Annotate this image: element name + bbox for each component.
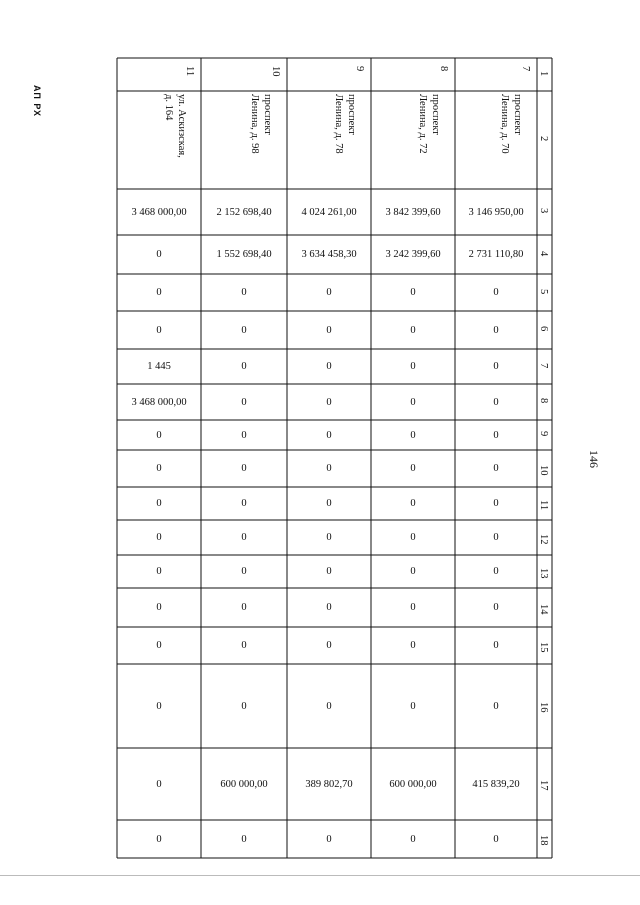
table-cell: 0 bbox=[241, 324, 247, 336]
column-number: 16 bbox=[538, 702, 549, 713]
table-cell: 0 bbox=[156, 566, 162, 577]
table-cell: 0 bbox=[410, 429, 416, 441]
table-cell: 0 bbox=[156, 640, 162, 651]
table-cell: 0 bbox=[493, 602, 499, 613]
row-number: 10 bbox=[270, 66, 281, 77]
table-cell: 0 bbox=[156, 287, 162, 298]
table-cell: 0 bbox=[156, 463, 162, 474]
column-number: 14 bbox=[538, 603, 549, 614]
table-cell: 0 bbox=[410, 463, 416, 474]
row-address-line: Ленина, д. 72 bbox=[417, 94, 428, 154]
table-cell: 3 468 000,00 bbox=[131, 206, 187, 218]
table-cell: 0 bbox=[493, 566, 499, 577]
row-address-line: проспект bbox=[346, 94, 357, 135]
table-cell: 0 bbox=[156, 498, 162, 509]
column-number: 17 bbox=[538, 780, 549, 791]
table-cell: 0 bbox=[156, 532, 162, 543]
page-bottom-rule bbox=[0, 875, 640, 876]
table-cell: 0 bbox=[156, 324, 162, 336]
table-cell: 0 bbox=[326, 602, 332, 613]
row-number: 11 bbox=[184, 66, 195, 77]
table-cell: 0 bbox=[241, 429, 247, 441]
table-cell: 0 bbox=[326, 532, 332, 543]
column-number: 4 bbox=[538, 250, 549, 256]
table-cell: 3 634 458,30 bbox=[301, 249, 357, 260]
table-cell: 0 bbox=[493, 429, 499, 441]
column-number: 3 bbox=[538, 208, 549, 214]
table-cell: 0 bbox=[326, 324, 332, 336]
table-cell: 0 bbox=[410, 287, 416, 298]
row-address-line: Ленина, д. 78 bbox=[333, 94, 344, 154]
table-cell: 0 bbox=[241, 833, 247, 845]
table-cell: 0 bbox=[156, 602, 162, 613]
column-number: 7 bbox=[538, 362, 549, 368]
column-number: 15 bbox=[538, 641, 549, 652]
column-number: 8 bbox=[538, 398, 549, 404]
table-cell: 0 bbox=[410, 324, 416, 336]
row-number: 8 bbox=[438, 66, 449, 72]
table-cell: 0 bbox=[326, 566, 332, 577]
table-cell: 0 bbox=[241, 532, 247, 543]
table-cell: 4 024 261,00 bbox=[301, 206, 357, 218]
row-address-line: Ленина, д. 70 bbox=[499, 94, 510, 154]
column-number: 2 bbox=[538, 136, 549, 142]
table-cell: 0 bbox=[493, 324, 499, 336]
row-address-line: проспект bbox=[512, 94, 523, 135]
page-number: 146 bbox=[587, 450, 601, 468]
table-cell: 389 802,70 bbox=[305, 778, 353, 790]
table-cell: 0 bbox=[410, 833, 416, 845]
column-number: 12 bbox=[538, 533, 549, 544]
table-cell: 0 bbox=[241, 361, 247, 372]
row-address-line: д. 164 bbox=[163, 94, 174, 121]
table-cell: 3 242 399,60 bbox=[385, 249, 441, 260]
table-cell: 0 bbox=[326, 429, 332, 441]
table-cell: 0 bbox=[156, 833, 162, 845]
table-cell: 0 bbox=[156, 429, 162, 441]
table-cell: 415 839,20 bbox=[472, 778, 520, 790]
table-cell: 2 152 698,40 bbox=[216, 206, 272, 218]
column-number: 18 bbox=[538, 835, 549, 846]
column-number: 6 bbox=[538, 326, 549, 332]
row-address-line: ул. Аскизская, bbox=[176, 94, 187, 158]
column-number: 11 bbox=[538, 499, 549, 510]
table-cell: 0 bbox=[326, 396, 332, 408]
table-cell: 0 bbox=[326, 700, 332, 712]
table-cell: 0 bbox=[241, 463, 247, 474]
table-cell: 0 bbox=[493, 833, 499, 845]
column-number: 5 bbox=[538, 288, 549, 294]
table-cell: 0 bbox=[410, 566, 416, 577]
row-address-line: Ленина, д. 98 bbox=[249, 94, 260, 154]
table-cell: 1 552 698,40 bbox=[216, 249, 272, 260]
table-cell: 0 bbox=[410, 396, 416, 408]
table-cell: 0 bbox=[156, 700, 162, 712]
table-cell: 0 bbox=[410, 361, 416, 372]
table-cell: 0 bbox=[493, 640, 499, 651]
table-cell: 0 bbox=[241, 700, 247, 712]
table-cell: 2 731 110,80 bbox=[468, 249, 524, 260]
table-cell: 0 bbox=[326, 498, 332, 509]
table-cell: 0 bbox=[241, 640, 247, 651]
table-cell: 0 bbox=[493, 396, 499, 408]
table-cell: 0 bbox=[241, 602, 247, 613]
table-cell: 0 bbox=[493, 532, 499, 543]
table-cell: 0 bbox=[410, 602, 416, 613]
row-number: 9 bbox=[354, 66, 365, 72]
table-cell: 1 445 bbox=[147, 361, 171, 372]
table-cell: 0 bbox=[326, 640, 332, 651]
table-cell: 3 468 000,00 bbox=[131, 396, 187, 408]
table-cell: 0 bbox=[156, 249, 162, 260]
table-cell: 0 bbox=[326, 361, 332, 372]
table-cell: 3 842 399,60 bbox=[385, 206, 441, 218]
table-cell: 0 bbox=[493, 361, 499, 372]
table-cell: 0 bbox=[493, 463, 499, 474]
table-cell: 0 bbox=[410, 700, 416, 712]
table-cell: 0 bbox=[493, 287, 499, 298]
column-number: 1 bbox=[538, 70, 549, 76]
table-cell: 0 bbox=[241, 566, 247, 577]
table-cell: 0 bbox=[493, 700, 499, 712]
table-cell: 0 bbox=[326, 463, 332, 474]
table-cell: 0 bbox=[326, 287, 332, 298]
table-cell: 3 146 950,00 bbox=[468, 206, 524, 218]
table-cell: 0 bbox=[241, 498, 247, 509]
table-cell: 0 bbox=[156, 778, 162, 790]
table-cell: 0 bbox=[410, 640, 416, 651]
table-cell: 0 bbox=[326, 833, 332, 845]
table-cell: 0 bbox=[493, 498, 499, 509]
row-address-line: проспект bbox=[262, 94, 273, 135]
row-number: 7 bbox=[520, 66, 531, 72]
table-cell: 0 bbox=[410, 532, 416, 543]
table-cell: 0 bbox=[410, 498, 416, 509]
table-cell: 600 000,00 bbox=[220, 778, 268, 790]
document-header-mark: АП РХ bbox=[32, 85, 42, 118]
row-address-line: проспект bbox=[430, 94, 441, 135]
column-number: 9 bbox=[538, 431, 549, 437]
column-number: 13 bbox=[538, 567, 549, 578]
column-number: 10 bbox=[538, 464, 549, 475]
table-cell: 0 bbox=[241, 287, 247, 298]
table-cell: 600 000,00 bbox=[389, 778, 437, 790]
table-cell: 0 bbox=[241, 396, 247, 408]
